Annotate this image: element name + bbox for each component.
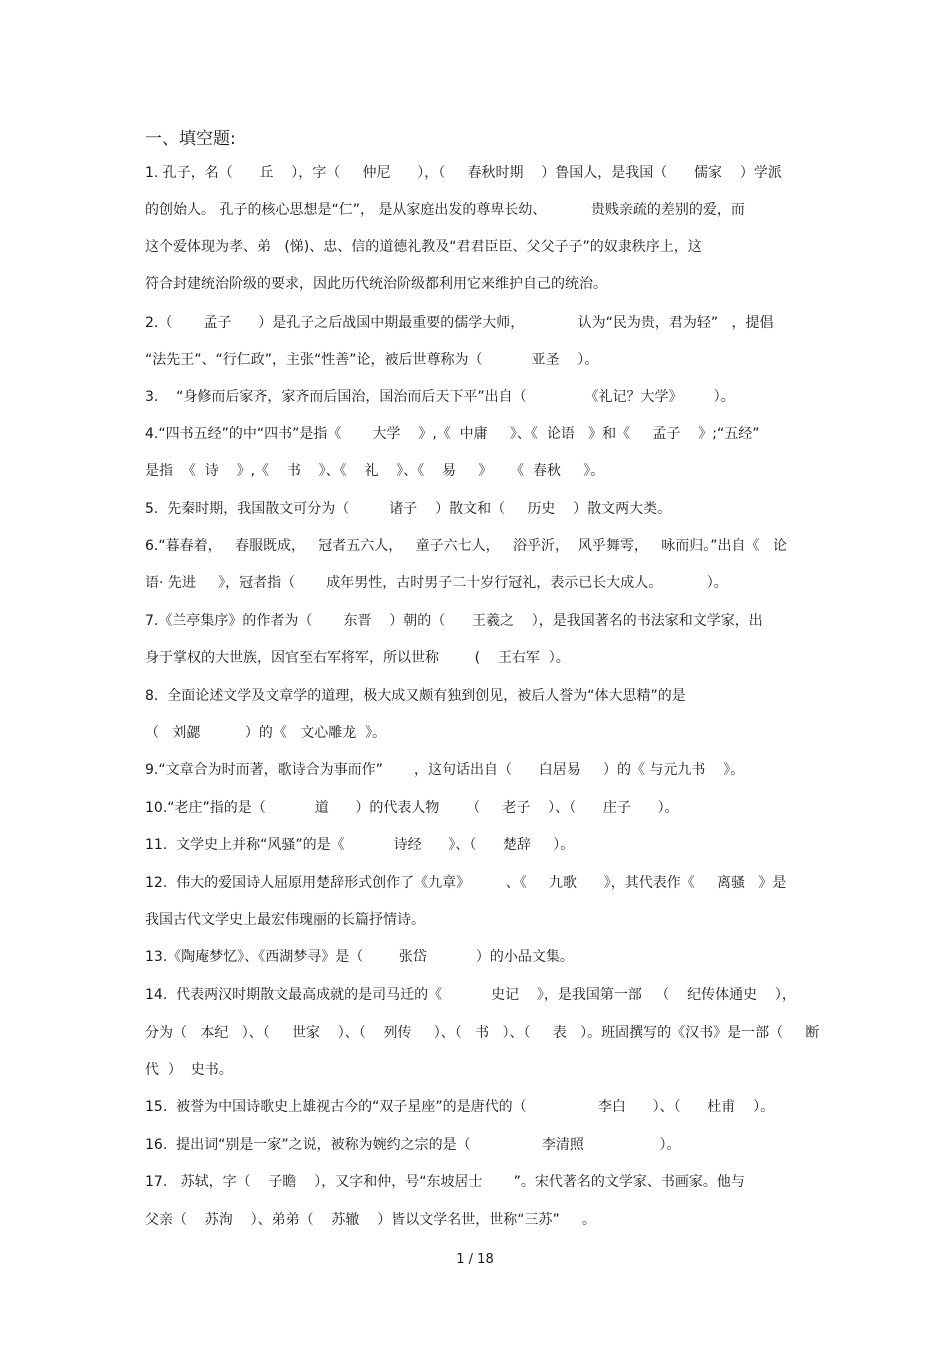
text-line: 的创始人。 孔子的核心思想是“仁”， 是从家庭出发的尊卑长幼、 贵贱亲疏的差别的爱，而 xyxy=(145,202,745,218)
text-line: 父亲（ 苏洵 ）、弟弟（ 苏辙 ）皆以文学名世，世称“三苏” 。 xyxy=(145,1212,596,1228)
text-line: 代 ） 史书。 xyxy=(145,1062,233,1078)
text-line: 分为（ 本纪 ）、（ 世家 ）、（ 列传 ）、（ 书 ）、（ 表 ）。班固撰写的《汉书》是一部（ 断 xyxy=(145,1025,820,1041)
text-line: 13.《陶庵梦忆》、《西湖梦寻》是（ 张岱 ）的小品文集。 xyxy=(145,949,574,965)
text-line: （ 刘勰 ）的《 文心雕龙 》。 xyxy=(145,725,387,741)
text-line: 12. 伟大的爱国诗人屈原用楚辞形式创作了《九章》 、《 九歌 》，其代表作《 离骚 》是 xyxy=(145,875,787,891)
text-line: 17. 苏轼，字（ 子瞻 ），又字和仲，号“东坡居士 ”。宋代著名的文学家、书画家。他与 xyxy=(145,1174,745,1190)
text-line: 身于掌权的大世族，因官至右军将军，所以世称 ( 王右军 ）。 xyxy=(145,650,570,666)
text-line: 6.“暮春着， 春服既成， 冠者五六人， 童子六七人， 浴乎沂， 风乎舞雩， 咏而归。”出自《 论 xyxy=(145,538,787,554)
text-line: 9.“文章合为时而著，歌诗合为事而作” ，这句话出自（ 白居易 ）的《 与元九书 》。 xyxy=(145,762,745,778)
text-line: 8. 全面论述文学及文章学的道理，极大成又颇有独到创见，被后人誉为“体大思精”的是 xyxy=(145,688,686,704)
text-line: 15. 被誉为中国诗歌史上雄视古今的“双子星座”的是唐代的（ 李白 ）、（ 杜甫 ）。 xyxy=(145,1099,775,1115)
text-line: 4.“四书五经”的中“四书”是指《 大学 》,《 中庸 》、《 论语 》和《 孟子 》;“五经” xyxy=(145,426,760,442)
section-heading: 一、填空题: xyxy=(145,129,236,149)
text-line: 符合封建统治阶级的要求，因此历代统治阶级都利用它来维护自己的统治。 xyxy=(145,276,607,292)
text-line: 这个爱体现为孝、弟 (悌)、忠、信的道德礼教及“君君臣臣、父父子子”的奴隶秩序上，这 xyxy=(145,239,702,255)
text-line: 2.（ 孟子 ）是孔子之后战国中期最重要的儒学大师， 认为“民为贵，君为轻” ，提倡 xyxy=(145,315,774,331)
text-line: 14. 代表两汉时期散文最高成就的是司马迁的《 史记 》，是我国第一部 （ 纪传体通史 ）， xyxy=(145,987,796,1003)
text-line: 5. 先秦时期，我国散文可分为（ 诸子 ）散文和（ 历史 ）散文两大类。 xyxy=(145,501,672,517)
text-line: “法先王”、“行仁政”，主张“性善”论，被后世尊称为（ 亚圣 ）。 xyxy=(145,352,599,368)
text-line: 10.“老庄”指的是（ 道 ）的代表人物 （ 老子 ）、（ 庄子 ）。 xyxy=(145,800,679,816)
text-line: 语· 先进 》，冠者指（ 成年男性，古时男子二十岁行冠礼，表示已长大成人。 ）。 xyxy=(145,575,728,591)
text-line: 我国古代文学史上最宏伟瑰丽的长篇抒情诗。 xyxy=(145,912,425,928)
text-line: 是指 《 诗 》,《 书 》、《 礼 》、《 易 》 《 春秋 》。 xyxy=(145,463,605,479)
text-line: 11. 文学史上并称“风骚”的是《 诗经 》、（ 楚辞 ）。 xyxy=(145,837,575,853)
page-number: 1 / 18 xyxy=(456,1252,494,1267)
text-line: 7.《兰亭集序》的作者为（ 东晋 ）朝的（ 王羲之 ），是我国著名的书法家和文学家，出 xyxy=(145,613,763,629)
text-line: 1. 孔子，名（ 丘 ），字（ 仲尼 ），（ 春秋时期 ）鲁国人，是我国（ 儒家 ）学派 xyxy=(145,165,782,181)
text-line: 16. 提出词“别是一家”之说，被称为婉约之宗的是（ 李清照 ）。 xyxy=(145,1137,681,1153)
text-line: 3. “身修而后家齐，家齐而后国治，国治而后天下平”出自（ 《礼记？大学》 ）。 xyxy=(145,389,735,405)
